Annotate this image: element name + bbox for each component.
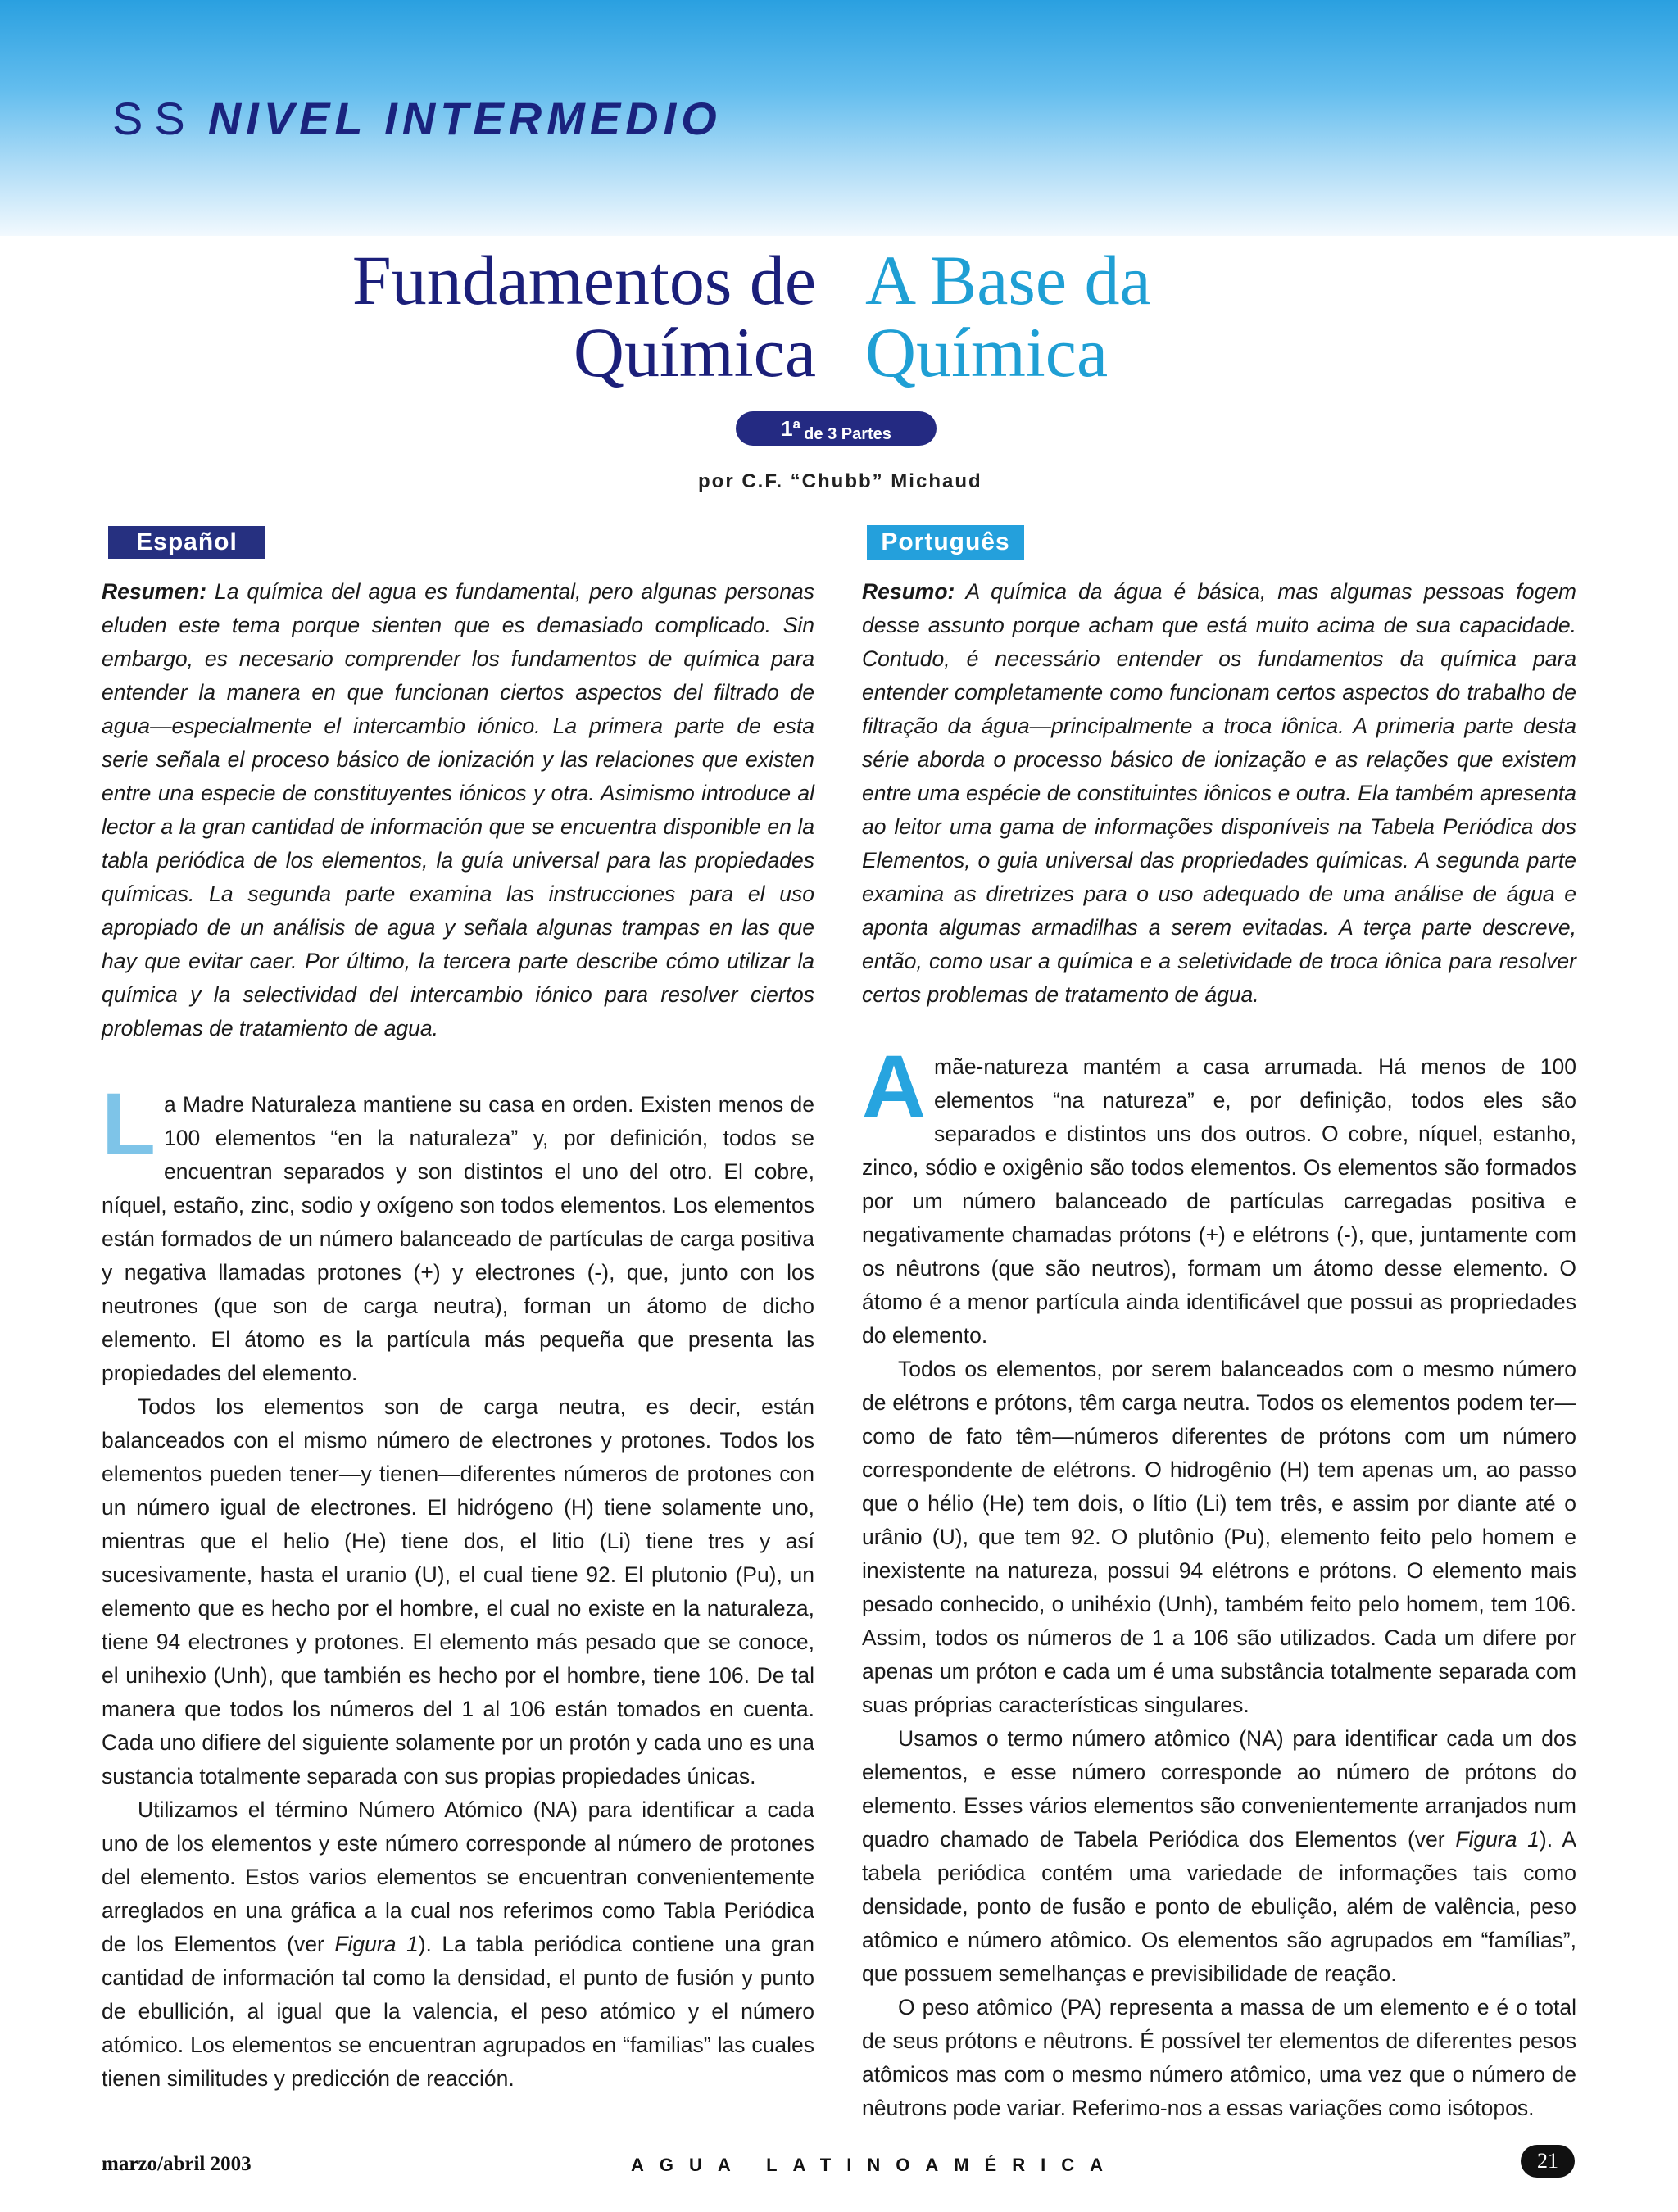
paragraph-text: ). La tabla periódica contiene una gran cantidad de información tal como la densidad, el punto de fusión y punto de ebullición, al igual que la valencia, el peso atómico y el número atómico. Los elementos se encuentran agrupados en “familias” las cuales tienen similitudes y predicción de reacción. [102, 1932, 814, 2091]
paragraph-text: ). A tabela periódica contém uma variedade de informações tais como densidade, ponto de fusão e ponto de ebulição, além de valência, peso atômico e número atômico. Os elementos são agrupados em “famílias”, que possuem semelhanças e previsibilidade de reação. [862, 1827, 1576, 1986]
summary-pt-label: Resumo: [862, 579, 955, 604]
paragraph [102, 1793, 814, 2096]
footer-date: marzo/abril 2003 [102, 2153, 252, 2175]
section-prefix: SS [112, 93, 197, 144]
figure-reference: Figura 1 [1455, 1827, 1540, 1852]
summary-es-label: Resumen: [102, 579, 207, 604]
summary-pt [862, 575, 1576, 1012]
paragraph: Todos os elementos, por serem balanceados com o mesmo número de elétrons e prótons, têm carga neutra. Todos os elementos podem ter—como de fato têm—números diferentes de prótons com um número correspondente de elétrons. O hidrogênio (H) tem apenas um, ao passo que o hélio (He) tem dois, o lítio (Li) tem três, e assim por diante até o urânio (U), que tem 92. O plutônio (Pu), elemento feito pelo homem e inexistente na natureza, possui 94 elétrons e prótons. O elemento mais pesado conhecido, o unihéxio (Unh), também feito pelo homem, tem 106. Assim, todos os números de 1 a 106 são utilizados. Cada um difere por apenas um próton e cada um é uma substância totalmente separada com suas próprias características singulares. [862, 1357, 1576, 1717]
page-number: 21 [1521, 2145, 1575, 2178]
body-text-pt [862, 1036, 1576, 2125]
title-pt-line2: Química [865, 313, 1109, 392]
language-label-es: Español [108, 526, 265, 559]
parts-text: de 3 Partes [804, 425, 891, 443]
summary-pt-text: A química da água é básica, mas algumas pessoas fogem desse assunto porque acham que está muito acima de sua capacidade. Contudo, é necessário entender os fundamentos da química para entender completamente como funcionam certos aspectos do trabalho de filtração da água—principalmente a troca iônica. A primeria parte desta série aborda o processo básico de ionização e as relações que existem entre uma espécie de constituintes iônicos e outra. Ela também apresenta ao leitor uma gama de informações disponíveis na Tabela Periódica dos Elementos, o guia universal das propriedades químicas. A segunda parte examina as diretrizes para o uso adequado de uma análise de água e aponta algumas armadilhas a serem evitadas. A terça parte descreve, então, como usar a química e a seletividade de troca iônica para resolver certos problemas de tratamento de água. [862, 579, 1576, 1007]
paragraph: Todos los elementos son de carga neutra, es decir, están balanceados con el mismo número de electrones y protones. Todos los elementos pueden tener—y tienen—diferentes números de protones con un número igual de electrones. El hidrógeno (H) tiene solamente uno, mientras que el helio (He) tiene dos, el litio (Li) tiene tres y así sucesivamente, hasta el uranio (U), el cual tiene 92. El plutonio (Pu), un elemento que es hecho por el hombre, el cual no existe en la naturaleza, tiene 94 electrones y protones. El elemento más pesado que se conoce, el unihexio (Unh), que también es hecho por el hombre, tiene 106. De tal manera que todos los números del 1 al 106 están tomados en cuenta. Cada uno difiere del siguiente solamente por un protón y cada uno es una sustancia totalmente separada con sus propias propiedades únicas. [102, 1394, 814, 1788]
paragraph-text: Usamos o termo número atômico (NA) para identificar cada um dos elementos, e esse número corresponde ao número de prótons do elemento. Esses vários elementos são convenientemente arranjados num quadro chamado de Tabela Periódica dos Elementos (ver [862, 1726, 1576, 1852]
drop-cap: L [102, 1074, 156, 1173]
parts-ordinal: 1ª [781, 416, 801, 441]
figure-reference: Figura 1 [334, 1932, 419, 1956]
title-es-line1: Fundamentos de [351, 241, 816, 320]
summary-es [102, 575, 814, 1045]
section-title: NIVEL INTERMEDIO [207, 93, 722, 144]
parts-badge [736, 411, 937, 446]
title-pt-line1: A Base da [865, 241, 1151, 320]
paragraph-text: a Madre Naturaleza mantiene su casa en orden. Existen menos de 100 elementos “en la naturaleza” y, por definición, todos se encuentran separados y son distintos el uno del otro. El cobre, níquel, estaño, zinc, sodio y oxígeno son todos elementos. Los elementos están formados de un número balanceado de partículas de carga positiva y negativa llamadas protones (+) y electrones (-), que, junto con los neutrones (que son de carga neutra), forman un átomo de dicho elemento. El átomo es la partícula más pequeña que presenta las propiedades del elemento. [102, 1092, 814, 1385]
drop-cap: A [862, 1036, 926, 1135]
body-text-es [102, 1074, 814, 2096]
paragraph [102, 1074, 814, 1390]
paragraph-text: mãe-natureza mantém a casa arrumada. Há menos de 100 elementos “na natureza” e, por definição, todos eles são separados e distintos uns dos outros. O cobre, níquel, estanho, zinco, sódio e oxigênio são todos elementos. Os elementos são formados por um número balanceado de partículas carregadas positiva e negativamente chamadas prótons (+) e elétrons (-), que, juntamente com os nêutrons (que são neutros), formam um átomo desse elemento. O átomo é a menor partícula ainda identificável que possui as propriedades do elemento. [862, 1054, 1576, 1348]
title-spanish [351, 241, 816, 392]
title-es-line2: Química [573, 313, 816, 392]
paragraph [862, 1036, 1576, 1353]
language-label-pt: Português [867, 525, 1024, 560]
section-label [112, 92, 722, 145]
title-portuguese [865, 241, 1151, 392]
summary-es-text: La química del agua es fundamental, pero algunas personas eluden este tema porque sienten que es demasiado complicado. Sin embargo, es necesario comprender los fundamentos de química para entender la manera en que funcionan ciertos aspectos del filtrado de agua—especialmente el intercambio iónico. La primera parte de esta serie señala el proceso básico de ionización y las relaciones que existen entre una especie de constituyentes iónicos y otra. Asimismo introduce al lector a la gran cantidad de información que se encuentra disponible en la tabla periódica de los elementos, la guía universal para las propiedades químicas. La segunda parte examina las instrucciones para el uso apropiado de un análisis de agua y señala algunas trampas en las que hay que evitar caer. Por último, la tercera parte describe cómo utilizar la química y la selectividad del intercambio iónico para resolver ciertos problemas de tratamiento de agua. [102, 579, 814, 1040]
byline: por C.F. “Chubb” Michaud [698, 470, 982, 492]
footer-magazine-name: AGUA LATINOAMÉRICA [631, 2155, 1118, 2175]
paragraph-text: Utilizamos el término Número Atómico (NA) para identificar a cada uno de los elementos y este número corresponde al número de protones del elemento. Estos varios elementos se encuentran convenientemente arreglados en una gráfica a la cual nos referimos como Tabla Periódica de los Elementos (ver [102, 1797, 814, 1956]
paragraph: O peso atômico (PA) representa a massa de um elemento e é o total de seus prótons e nêutrons. É possível ter elementos de diferentes pesos atômicos mas com o mesmo número atômico, uma vez que o número de nêutrons pode variar. Referimo-nos a essas variações como isótopos. [862, 1995, 1576, 2120]
paragraph [862, 1722, 1576, 1991]
